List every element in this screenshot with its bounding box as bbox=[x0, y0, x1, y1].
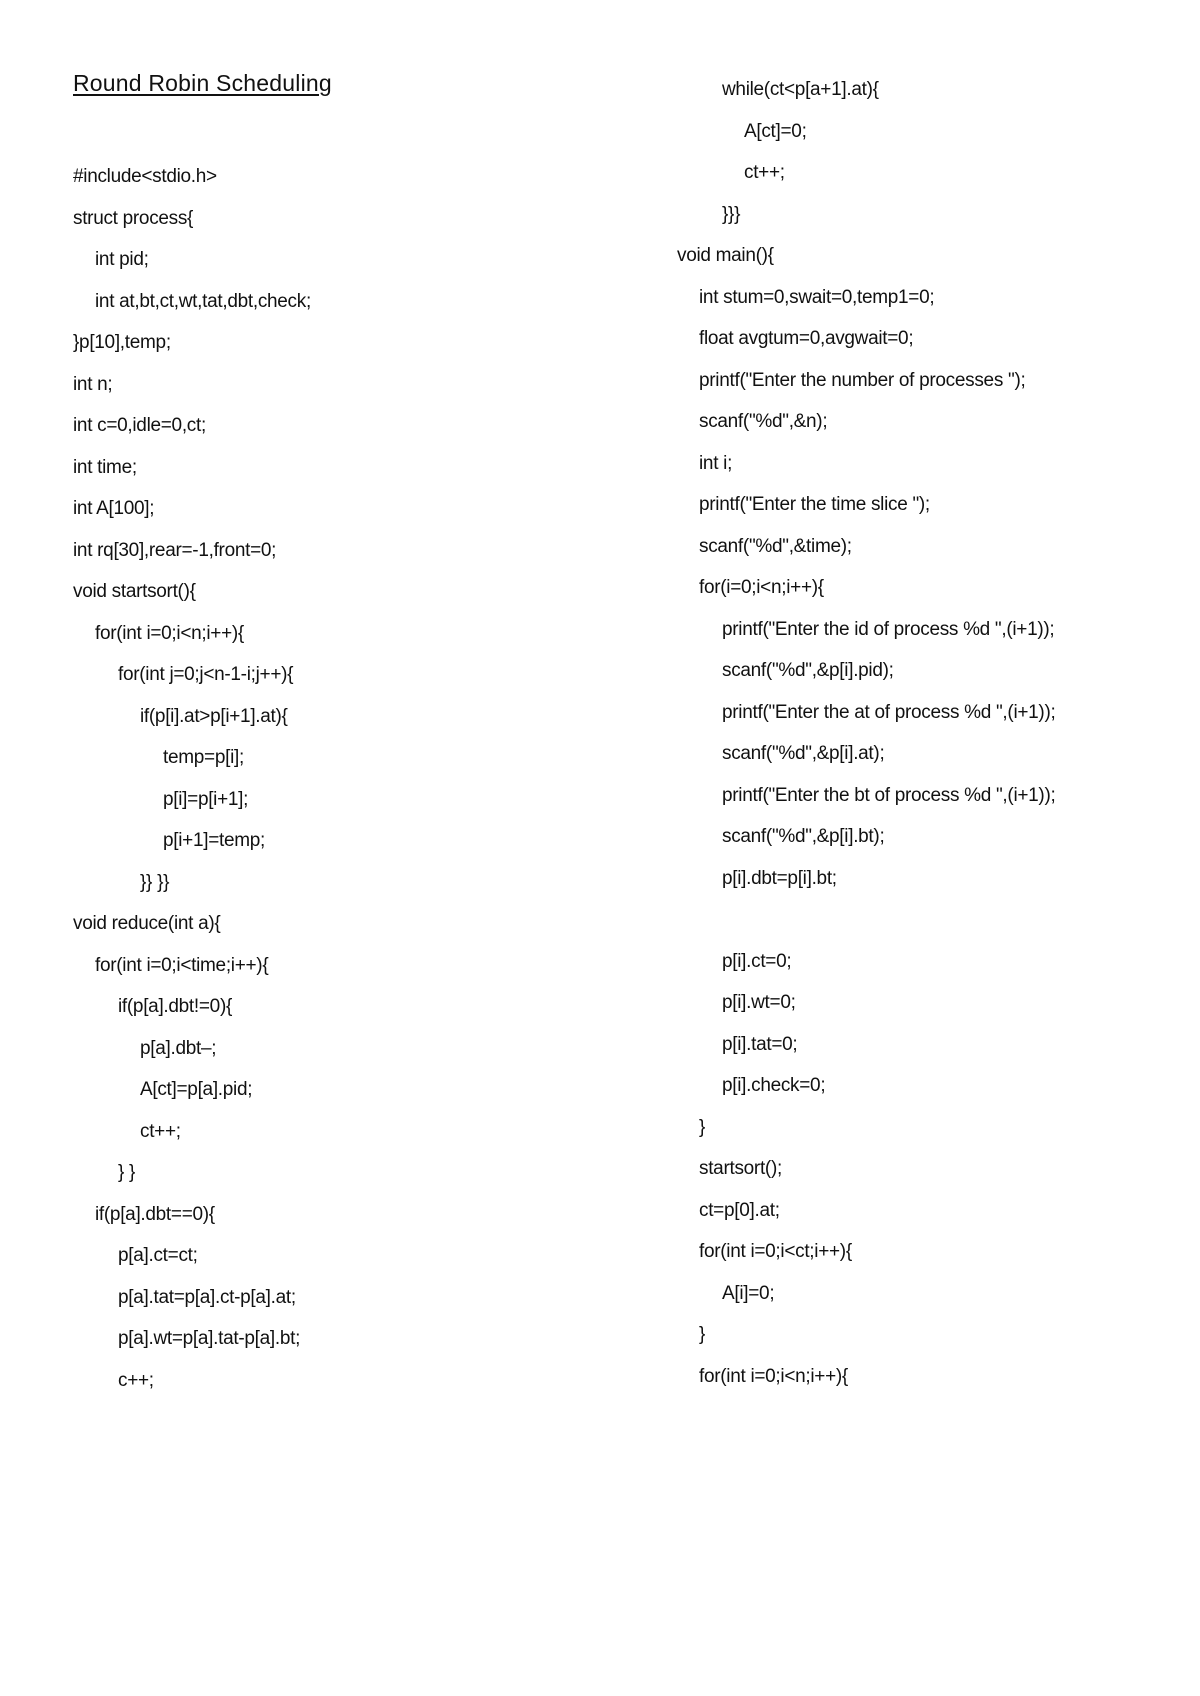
code-line: int n; bbox=[73, 373, 113, 395]
code-line: int stum=0,swait=0,temp1=0; bbox=[699, 286, 935, 308]
code-line: scanf("%d",&p[i].pid); bbox=[722, 660, 894, 681]
code-line: int time; bbox=[73, 456, 137, 478]
code-line: int at,bt,ct,wt,tat,dbt,check; bbox=[95, 290, 311, 312]
code-line: p[i].ct=0; bbox=[722, 950, 792, 972]
code-line: float avgtum=0,avgwait=0; bbox=[699, 328, 914, 349]
code-line: A[i]=0; bbox=[722, 1282, 775, 1304]
code-line: } bbox=[699, 1324, 706, 1345]
code-line: temp=p[i]; bbox=[163, 747, 244, 768]
code-line bbox=[677, 899, 1055, 941]
code-line: printf("Enter the id of process %d ",(i+1)); bbox=[722, 618, 1055, 640]
code-line: A[ct]=p[a].pid; bbox=[140, 1079, 253, 1100]
code-line: printf("Enter the time slice "); bbox=[699, 494, 930, 515]
page-title: Round Robin Scheduling bbox=[73, 70, 332, 96]
code-line: p[a].ct=ct; bbox=[118, 1245, 198, 1266]
code-line: p[i]=p[i+1]; bbox=[163, 788, 249, 810]
code-line: scanf("%d",&p[i].at); bbox=[722, 743, 885, 764]
code-line: void reduce(int a){ bbox=[73, 913, 221, 934]
code-line: for(int i=0;i<n;i++){ bbox=[95, 622, 244, 644]
code-line: } } bbox=[118, 1162, 136, 1183]
code-line: void startsort(){ bbox=[73, 581, 196, 602]
code-line: startsort(); bbox=[699, 1158, 782, 1179]
code-line: }} }} bbox=[140, 871, 170, 893]
code-line: void main(){ bbox=[677, 245, 774, 266]
code-line: ct++; bbox=[140, 1120, 181, 1142]
code-line: p[i].wt=0; bbox=[722, 992, 796, 1013]
code-line: int pid; bbox=[95, 249, 149, 270]
code-line: p[i+1]=temp; bbox=[163, 830, 266, 851]
code-line: if(p[a].dbt==0){ bbox=[95, 1203, 215, 1225]
code-line: printf("Enter the at of process %d ",(i+1)); bbox=[722, 701, 1056, 723]
code-line: ct++; bbox=[744, 162, 785, 183]
code-line: scanf("%d",&time); bbox=[699, 535, 852, 557]
code-line: int i; bbox=[699, 452, 733, 474]
code-line: p[a].dbt–; bbox=[140, 1037, 217, 1059]
code-line: for(int i=0;i<n;i++){ bbox=[699, 1365, 848, 1387]
code-line: for(i=0;i<n;i++){ bbox=[699, 577, 824, 598]
code-line: scanf("%d",&n); bbox=[699, 411, 828, 432]
code-column-left bbox=[73, 156, 311, 1401]
code-line: struct process{ bbox=[73, 207, 194, 229]
code-line: printf("Enter the bt of process %d ",(i+1)); bbox=[722, 784, 1056, 806]
code-line: int c=0,idle=0,ct; bbox=[73, 415, 206, 436]
code-line: printf("Enter the number of processes "); bbox=[699, 369, 1026, 391]
code-line: if(p[a].dbt!=0){ bbox=[118, 996, 233, 1017]
code-line: for(int i=0;i<time;i++){ bbox=[95, 954, 269, 976]
code-line: int A[100]; bbox=[73, 498, 155, 519]
code-line: #include<stdio.h> bbox=[73, 166, 217, 187]
code-line: if(p[i].at>p[i+1].at){ bbox=[140, 705, 288, 727]
code-line: scanf("%d",&p[i].bt); bbox=[722, 826, 885, 847]
code-line: c++; bbox=[118, 1369, 154, 1391]
code-line: p[a].tat=p[a].ct-p[a].at; bbox=[118, 1286, 296, 1308]
code-line: }p[10],temp; bbox=[73, 332, 171, 353]
code-line: }}} bbox=[722, 203, 741, 225]
code-line: p[a].wt=p[a].tat-p[a].bt; bbox=[118, 1328, 301, 1349]
code-line: for(int j=0;j<n-1-i;j++){ bbox=[118, 664, 294, 685]
code-column-right bbox=[677, 69, 1055, 1397]
code-line: } bbox=[699, 1116, 706, 1138]
code-line: while(ct<p[a+1].at){ bbox=[722, 79, 879, 100]
code-line: for(int i=0;i<ct;i++){ bbox=[699, 1241, 852, 1262]
code-line: p[i].dbt=p[i].bt; bbox=[722, 867, 837, 889]
code-line: ct=p[0].at; bbox=[699, 1199, 780, 1221]
code-line: p[i].tat=0; bbox=[722, 1033, 798, 1055]
code-line: int rq[30],rear=-1,front=0; bbox=[73, 539, 277, 561]
code-line: A[ct]=0; bbox=[744, 120, 807, 142]
code-line: p[i].check=0; bbox=[722, 1075, 826, 1096]
